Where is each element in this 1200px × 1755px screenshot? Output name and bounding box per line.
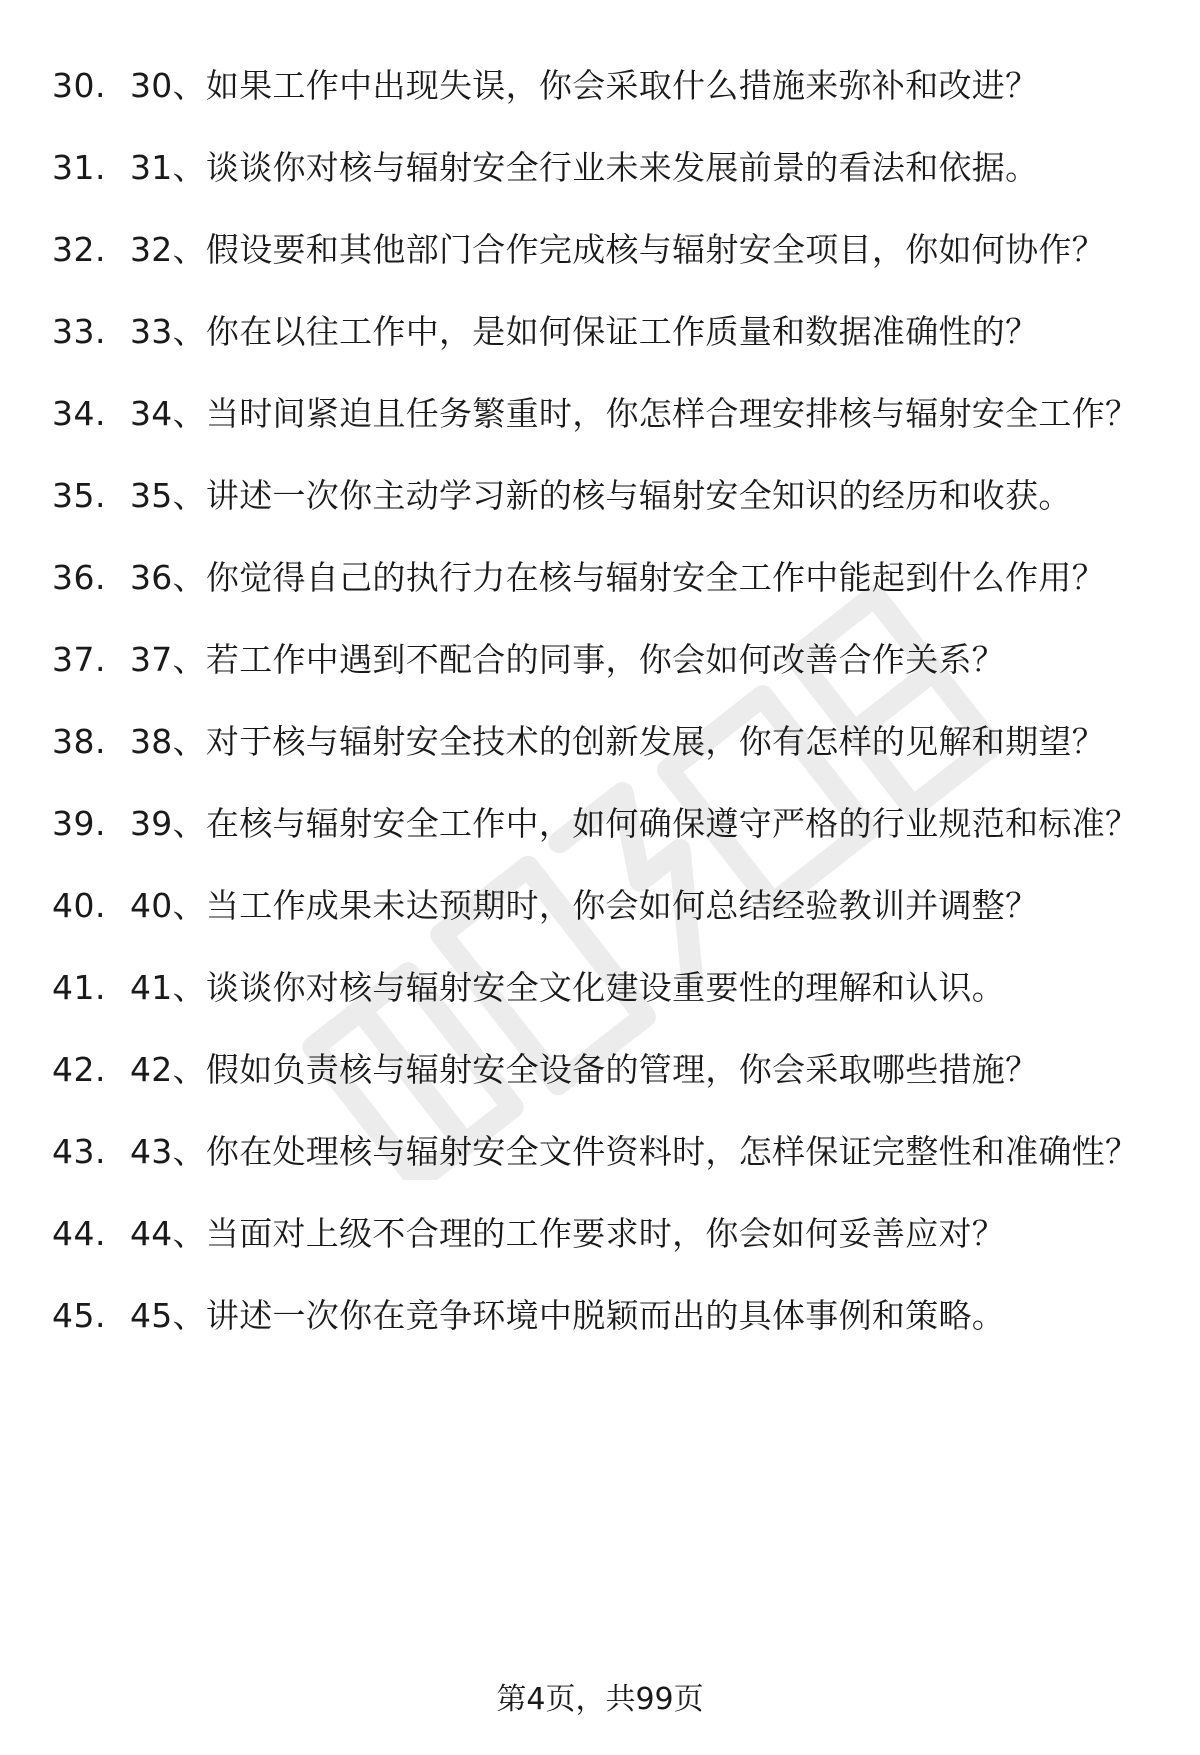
question-number: 40. — [52, 886, 106, 925]
question-text: 43、你在处理核与辐射安全文件资料时，怎样保证完整性和准确性？ — [130, 1132, 1139, 1171]
question-text: 38、对于核与辐射安全技术的创新发展，你有怎样的见解和期望？ — [130, 722, 1105, 761]
question-item — [52, 62, 1162, 109]
question-item — [52, 718, 1162, 765]
question-item — [52, 1292, 1162, 1339]
question-number: 36. — [52, 558, 106, 597]
question-text: 37、若工作中遇到不配合的同事，你会如何改善合作关系？ — [130, 640, 1006, 679]
question-number: 32. — [52, 230, 106, 269]
question-text: 35、讲述一次你主动学习新的核与辐射安全知识的经历和收获。 — [130, 476, 1072, 515]
question-text: 33、你在以往工作中，是如何保证工作质量和数据准确性的？ — [130, 312, 1039, 351]
question-item — [52, 964, 1162, 1011]
question-item — [52, 226, 1162, 273]
question-text: 34、当时间紧迫且任务繁重时，你怎样合理安排核与辐射安全工作？ — [130, 394, 1139, 433]
question-item — [52, 1128, 1162, 1175]
question-item — [52, 1210, 1162, 1257]
question-item — [52, 1046, 1162, 1093]
question-item — [52, 390, 1162, 437]
question-text: 36、你觉得自己的执行力在核与辐射安全工作中能起到什么作用？ — [130, 558, 1105, 597]
question-text: 39、在核与辐射安全工作中，如何确保遵守严格的行业规范和标准？ — [130, 804, 1139, 843]
question-item — [52, 636, 1162, 683]
question-number: 43. — [52, 1132, 106, 1171]
question-number: 44. — [52, 1214, 106, 1253]
question-item — [52, 144, 1162, 191]
question-item — [52, 308, 1162, 355]
question-item — [52, 882, 1162, 929]
question-item — [52, 800, 1162, 847]
question-number: 30. — [52, 66, 106, 105]
question-item — [52, 472, 1162, 519]
question-text: 40、当工作成果未达预期时，你会如何总结经验教训并调整？ — [130, 886, 1039, 925]
question-number: 33. — [52, 312, 106, 351]
question-text: 44、当面对上级不合理的工作要求时，你会如何妥善应对？ — [130, 1214, 1006, 1253]
question-number: 39. — [52, 804, 106, 843]
question-number: 34. — [52, 394, 106, 433]
question-number: 35. — [52, 476, 106, 515]
question-text: 45、讲述一次你在竞争环境中脱颖而出的具体事例和策略。 — [130, 1296, 1006, 1335]
question-number: 37. — [52, 640, 106, 679]
question-text: 41、谈谈你对核与辐射安全文化建设重要性的理解和认识。 — [130, 968, 1006, 1007]
question-number: 41. — [52, 968, 106, 1007]
question-number: 42. — [52, 1050, 106, 1089]
page-footer: 第4页，共99页 — [496, 1682, 704, 1717]
question-text: 42、假如负责核与辐射安全设备的管理，你会采取哪些措施？ — [130, 1050, 1039, 1089]
question-item — [52, 554, 1162, 601]
question-number: 38. — [52, 722, 106, 761]
question-text: 31、谈谈你对核与辐射安全行业未来发展前景的看法和依据。 — [130, 148, 1039, 187]
question-text: 30、如果工作中出现失误，你会采取什么措施来弥补和改进？ — [130, 66, 1039, 105]
question-number: 45. — [52, 1296, 106, 1335]
question-list — [52, 62, 1162, 1374]
question-text: 32、假设要和其他部门合作完成核与辐射安全项目，你如何协作？ — [130, 230, 1105, 269]
question-number: 31. — [52, 148, 106, 187]
